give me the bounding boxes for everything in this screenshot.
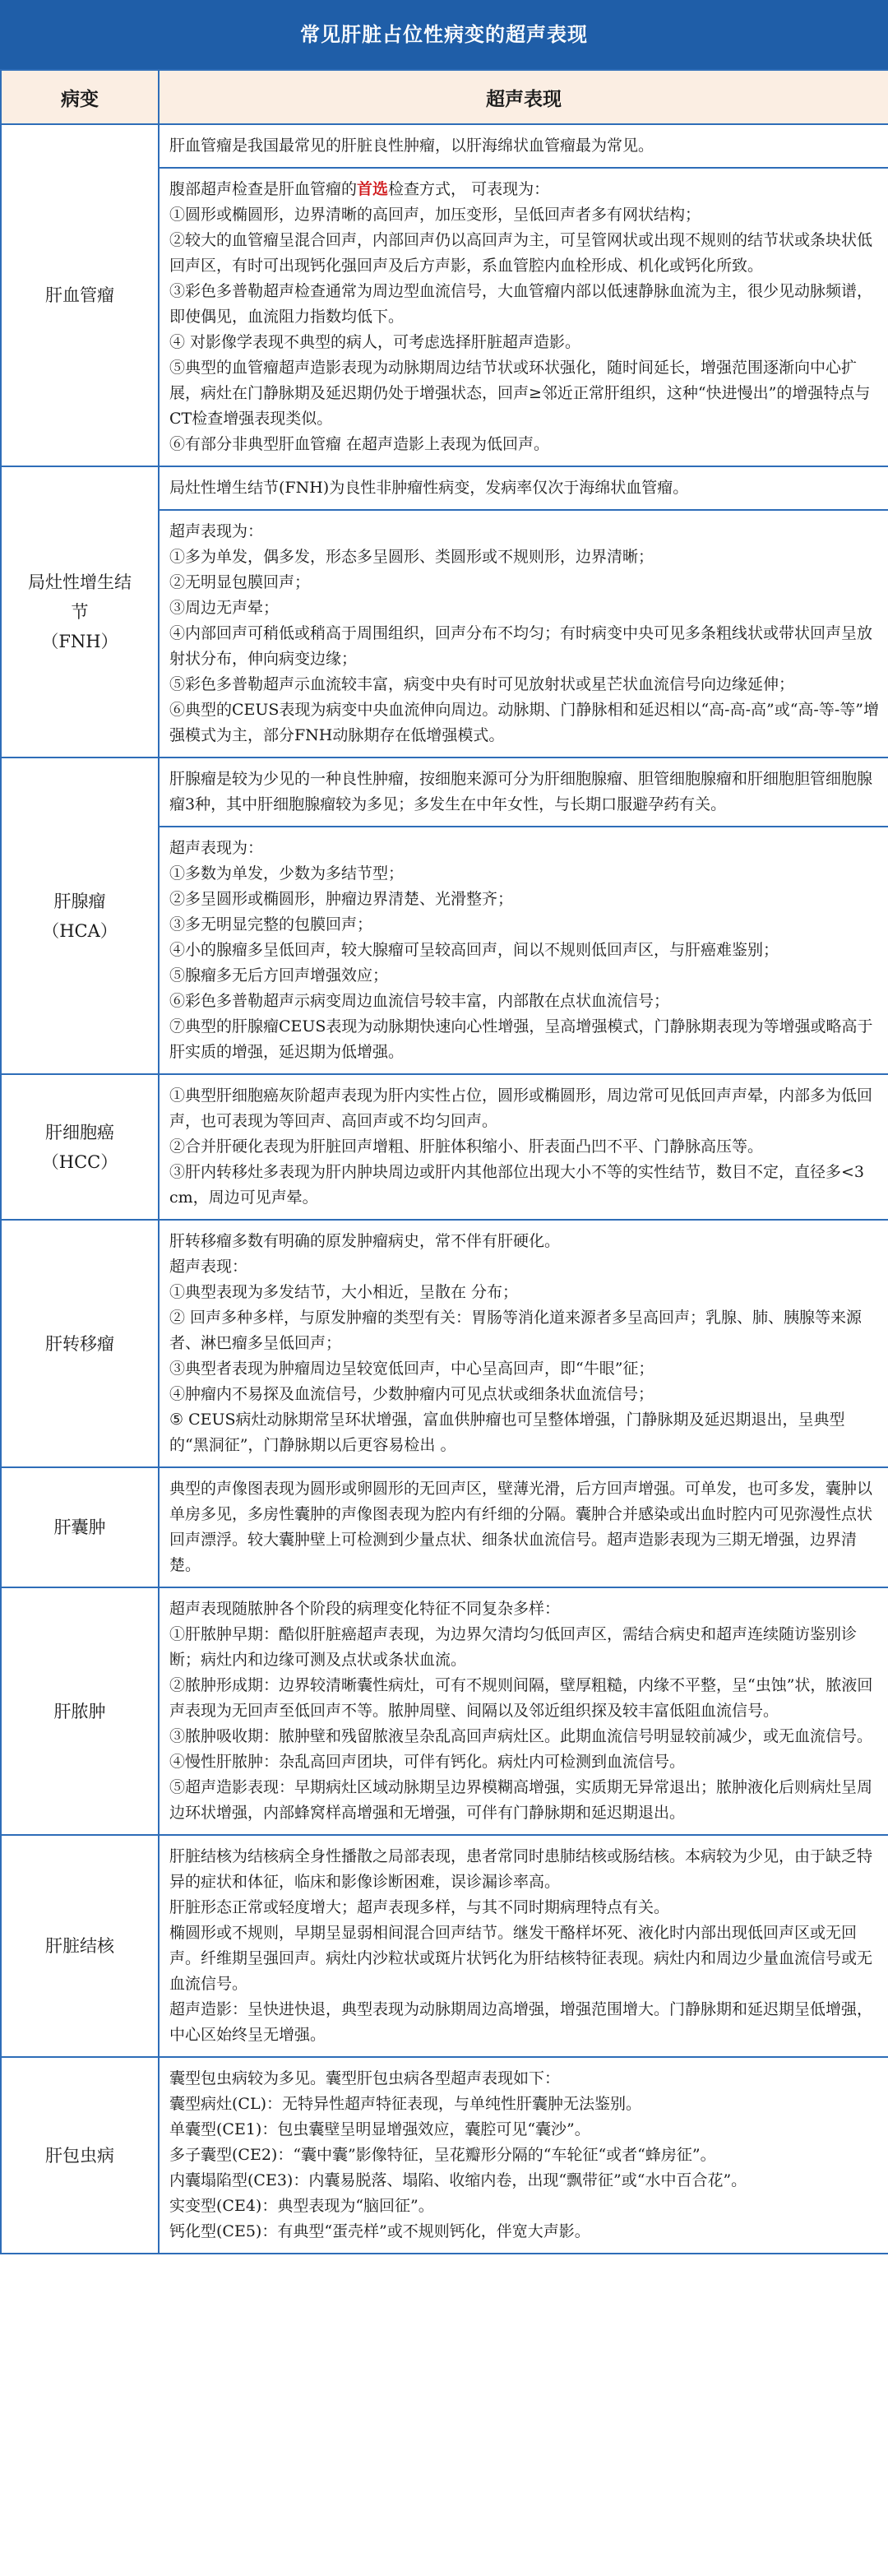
lesion-table — [0, 69, 888, 2254]
description-line: 肝腺瘤是较为少见的一种良性肿瘤，按细胞来源可分为肝细胞腺瘤、胆管细胞腺瘤和肝细胞胆管细胞腺瘤3种，其中肝细胞腺瘤较为多见；多发生在中年女性，与长期口服避孕药有关。 — [169, 770, 873, 813]
description-line: 超声造影：呈快进快退，典型表现为动脉期周边高增强，增强范围增大。门静脉期和延迟期呈低增强，中心区始终呈无增强。 — [169, 2000, 873, 2044]
disease-name-cell — [1, 1835, 159, 2057]
table-row — [1, 1587, 888, 1835]
description-block — [160, 758, 888, 826]
description-block — [160, 125, 888, 167]
ultrasound-description-cell — [159, 1220, 888, 1467]
disease-name: 肝腺瘤 — [53, 891, 106, 911]
ultrasound-description-cell — [159, 1467, 888, 1587]
description-line: ①圆形或椭圆形，边界清晰的高回声，加压变形，呈低回声者多有网状结构； — [169, 206, 701, 224]
disease-name-cell — [1, 1074, 159, 1220]
header-ultrasound: 超声表现 — [159, 70, 888, 124]
description-line: ⑤彩色多普勒超声示血流较丰富，病变中央有时可见放射状或星芒状血流信号向边缘延伸； — [169, 675, 795, 693]
description-block — [160, 1588, 888, 1834]
description-line: 超声表现为： — [169, 839, 264, 857]
description-line: ③脓肿吸收期：脓肿壁和残留脓液呈杂乱高回声病灶区。此期血流信号明显较前减少，或无血流信号。 — [169, 1727, 873, 1745]
table-row — [1, 1220, 888, 1467]
description-line: ①典型表现为多发结节，大小相近，呈散在 分布； — [169, 1283, 519, 1301]
description-line: 多子囊型(CE2)：“囊中囊”影像特征，呈花瓣形分隔的“车轮征“或者“蜂房征”。 — [169, 2146, 716, 2164]
disease-name: 节 — [71, 602, 89, 622]
description-line: 肝血管瘤是我国最常见的肝脏良性肿瘤，以肝海绵状血管瘤最为常见。 — [169, 137, 654, 155]
ultrasound-description-cell — [159, 466, 888, 758]
description-line: ②无明显包膜回声； — [169, 573, 311, 591]
description-block — [160, 1836, 888, 2056]
disease-name-cell — [1, 1467, 159, 1587]
description-line: ③彩色多普勒超声检查通常为周边型血流信号，大血管瘤内部以低速静脉血流为主，很少见动脉频谱，即使偶见，血流阻力指数均低下。 — [169, 282, 873, 326]
description-line: ④小的腺瘤多呈低回声，较大腺瘤可呈较高回声，间以不规则低回声区，与肝癌难鉴别； — [169, 941, 779, 959]
description-block — [160, 1221, 888, 1466]
description-line: ①肝脓肿早期：酷似肝脏癌超声表现，为边界欠清均匀低回声区，需结合病史和超声连续随访鉴别诊断；病灶内和边缘可测及点状或条状血流。 — [169, 1625, 858, 1669]
description-line: ②较大的血管瘤呈混合回声，内部回声仍以高回声为主，可呈管网状或出现不规则的结节状或条块状低回声区，有时可出现钙化强回声及后方声影，系血管腔内血栓形成、机化或钙化所致。 — [169, 231, 873, 275]
description-line: 内囊塌陷型(CE3)：内囊易脱落、塌陷、收缩内卷，出现“飘带征”或“水中百合花”。 — [169, 2171, 747, 2189]
description-line: ①多为单发，偶多发，形态多呈圆形、类圆形或不规则形，边界清晰； — [169, 548, 654, 566]
description-line: ②多呈圆形或椭圆形，肿瘤边界清楚、光滑整齐； — [169, 890, 514, 908]
description-line: 超声表现随脓肿各个阶段的病理变化特征不同复杂多样： — [169, 1600, 561, 1618]
disease-name-cell — [1, 1220, 159, 1467]
table-row — [1, 466, 888, 758]
disease-name-cell — [1, 124, 159, 466]
ultrasound-description-cell — [159, 2057, 888, 2254]
description-line: ⑥彩色多普勒超声示病变周边血流信号较丰富，内部散在点状血流信号； — [169, 992, 670, 1010]
description-line: ③多无明显完整的包膜回声； — [169, 915, 373, 934]
description-line: ⑤腺瘤多无后方回声增强效应； — [169, 966, 389, 985]
highlight-text: 首选 — [357, 180, 389, 198]
header-disease: 病变 — [1, 70, 159, 124]
disease-name: 肝血管瘤 — [45, 285, 114, 305]
description-line: 肝转移瘤多数有明确的原发肿瘤病史，常不伴有肝硬化。 — [169, 1232, 561, 1250]
description-line: ⑤典型的血管瘤超声造影表现为动脉期周边结节状或环状强化，随时间延长，增强范围逐渐向中心扩展，病灶在门静脉期及延迟期仍处于增强状态，回声≥邻近正常肝组织，这种“快进慢出”的增强特点与CT检查增强表现类似。 — [169, 359, 871, 428]
description-line: ①多数为单发，少数为多结节型； — [169, 864, 405, 883]
disease-name: （FNH） — [41, 632, 118, 651]
disease-name: 肝脏结核 — [45, 1936, 114, 1956]
description-block — [160, 1075, 888, 1219]
page-title: 常见肝脏占位性病变的超声表现 — [0, 0, 888, 69]
description-line: ①典型肝细胞癌灰阶超声表现为肝内实性占位，圆形或椭圆形，周边常可见低回声声晕，内部多为低回声，也可表现为等回声、高回声或不均匀回声。 — [169, 1086, 873, 1130]
description-line: ⑤ CEUS病灶动脉期常呈环状增强，富血供肿瘤也可呈整体增强，门静脉期及延迟期退出，呈典型的“黑洞征”，门静脉期以后更容易检出 。 — [169, 1411, 845, 1454]
table-row — [1, 2057, 888, 2254]
table-body — [1, 124, 888, 2254]
description-line: ④内部回声可稍低或稍高于周围组织，回声分布不均匀；有时病变中央可见多条粗线状或带状回声呈放射状分布，伸向病变边缘； — [169, 624, 873, 668]
description-line: 肝脏形态正常或轻度增大；超声表现多样，与其不同时期病理特点有关。 — [169, 1898, 670, 1916]
ultrasound-description-cell — [159, 1587, 888, 1835]
ultrasound-description-cell — [159, 1074, 888, 1220]
description-block — [160, 167, 888, 466]
description-line: 超声表现： — [169, 1258, 248, 1276]
ultrasound-description-cell — [159, 1835, 888, 2057]
ultrasound-description-cell — [159, 758, 888, 1074]
disease-name-cell — [1, 466, 159, 758]
disease-name-cell — [1, 758, 159, 1074]
table-row — [1, 758, 888, 1074]
description-line: ④ 对影像学表现不典型的病人，可考虑选择肝脏超声造影。 — [169, 333, 581, 351]
disease-name-cell — [1, 1587, 159, 1835]
description-line: ④肿瘤内不易探及血流信号，少数肿瘤内可见点状或细条状血流信号； — [169, 1385, 654, 1403]
description-line: 肝脏结核为结核病全身性播散之局部表现，患者常同时患肺结核或肠结核。本病较为少见，由于缺乏特异的症状和体征，临床和影像诊断困难，误诊漏诊率高。 — [169, 1847, 873, 1891]
description-line: ② 回声多种多样，与原发肿瘤的类型有关：胃肠等消化道来源者多呈高回声；乳腺、肺、胰腺等来源者、淋巴瘤多呈低回声； — [169, 1309, 863, 1352]
description-line: ④慢性肝脓肿：杂乱高回声团块，可伴有钙化。病灶内可检测到血流信号。 — [169, 1753, 686, 1771]
table-header-row — [1, 70, 888, 124]
disease-name: （HCA） — [42, 920, 118, 941]
description-line: ⑥有部分非典型肝血管瘤 在超声造影上表现为低回声。 — [169, 435, 550, 453]
description-line: 钙化型(CE5)：有典型“蛋壳样”或不规则钙化，伴宽大声影。 — [169, 2222, 590, 2240]
table-row — [1, 124, 888, 466]
description-block — [160, 2058, 888, 2253]
disease-name-cell — [1, 2057, 159, 2254]
description-line: ⑥典型的CEUS表现为病变中央血流伸向周边。动脉期、门静脉相和延迟相以“高-高-高”或“高-等-等”增强模式为主，部分FNH动脉期存在低增强模式。 — [169, 701, 879, 744]
description-line: ③肝内转移灶多表现为肝内肿块周边或肝内其他部位出现大小不等的实性结节，数目不定，直径多<3 cm，周边可见声晕。 — [169, 1163, 865, 1207]
ultrasound-description-cell — [159, 124, 888, 466]
disease-name: 肝脓肿 — [53, 1701, 106, 1721]
description-line: ⑤超声造影表现：早期病灶区域动脉期呈边界模糊高增强，实质期无异常退出；脓肿液化后则病灶呈周边环状增强，内部蜂窝样高增强和无增强，可伴有门静脉期和延迟期退出。 — [169, 1778, 873, 1822]
description-block — [160, 509, 888, 757]
description-block — [160, 1468, 888, 1587]
description-line: 囊型包虫病较为多见。囊型肝包虫病各型超声表现如下： — [169, 2069, 561, 2087]
disease-name: 肝细胞癌 — [45, 1122, 114, 1142]
description-line: ②合并肝硬化表现为肝脏回声增粗、肝脏体积缩小、肝表面凸凹不平、门静脉高压等。 — [169, 1137, 764, 1156]
description-line: 椭圆形或不规则，早期呈显弱相间混合回声结节。继发干酪样坏死、液化时内部出现低回声区或无回声。纤维期呈强回声。病灶内沙粒状或斑片状钙化为肝结核特征表现。病灶内和周边少量血流信号或无血流信号。 — [169, 1924, 873, 1993]
disease-name: （HCC） — [41, 1151, 118, 1172]
description-line: 单囊型(CE1)：包虫囊壁呈明显增强效应，囊腔可见“囊沙”。 — [169, 2120, 590, 2138]
description-line: 典型的声像图表现为圆形或卵圆形的无回声区，壁薄光滑，后方回声增强。可单发，也可多发，囊肿以单房多见，多房性囊肿的声像图表现为腔内有纤细的分隔。囊肿合并感染或出血时腔内可见弥漫性点状回声漂浮。较大囊肿壁上可检测到少量点状、细条状血流信号。超声造影表现为三期无增强，边界清楚。 — [169, 1480, 873, 1574]
description-block — [160, 826, 888, 1073]
disease-name: 肝包虫病 — [45, 2145, 114, 2166]
description-line: 实变型(CE4)：典型表现为“脑回征”。 — [169, 2197, 434, 2215]
description-line: 局灶性增生结节(FNH)为良性非肿瘤性病变，发病率仅次于海绵状血管瘤。 — [169, 479, 689, 497]
description-line: 腹部超声检查是肝血管瘤的首选检查方式， 可表现为： — [169, 180, 550, 198]
description-block — [160, 467, 888, 509]
description-line: 超声表现为： — [169, 522, 264, 540]
table-row — [1, 1074, 888, 1220]
disease-name: 肝囊肿 — [53, 1517, 106, 1537]
table-row — [1, 1467, 888, 1587]
description-line: ②脓肿形成期：边界较清晰囊性病灶，可有不规则间隔，壁厚粗糙，内缘不平整，呈“虫蚀”状，脓液回声表现为无回声至低回声不等。脓肿周壁、间隔以及邻近组织探及较丰富低阻血流信号。 — [169, 1676, 873, 1720]
table-row — [1, 1835, 888, 2057]
disease-name: 局灶性增生结 — [28, 572, 132, 592]
disease-name: 肝转移瘤 — [45, 1333, 114, 1354]
description-line: ③典型者表现为肿瘤周边呈较宽低回声，中心呈高回声，即“牛眼”征； — [169, 1360, 654, 1378]
description-line: ⑦典型的肝腺瘤CEUS表现为动脉期快速向心性增强，呈高增强模式，门静脉期表现为等增强或略高于肝实质的增强，延迟期为低增强。 — [169, 1017, 873, 1061]
description-line: ③周边无声晕； — [169, 599, 280, 617]
description-line: 囊型病灶(CL)：无特异性超声特征表现，与单纯性肝囊肿无法鉴别。 — [169, 2095, 641, 2113]
